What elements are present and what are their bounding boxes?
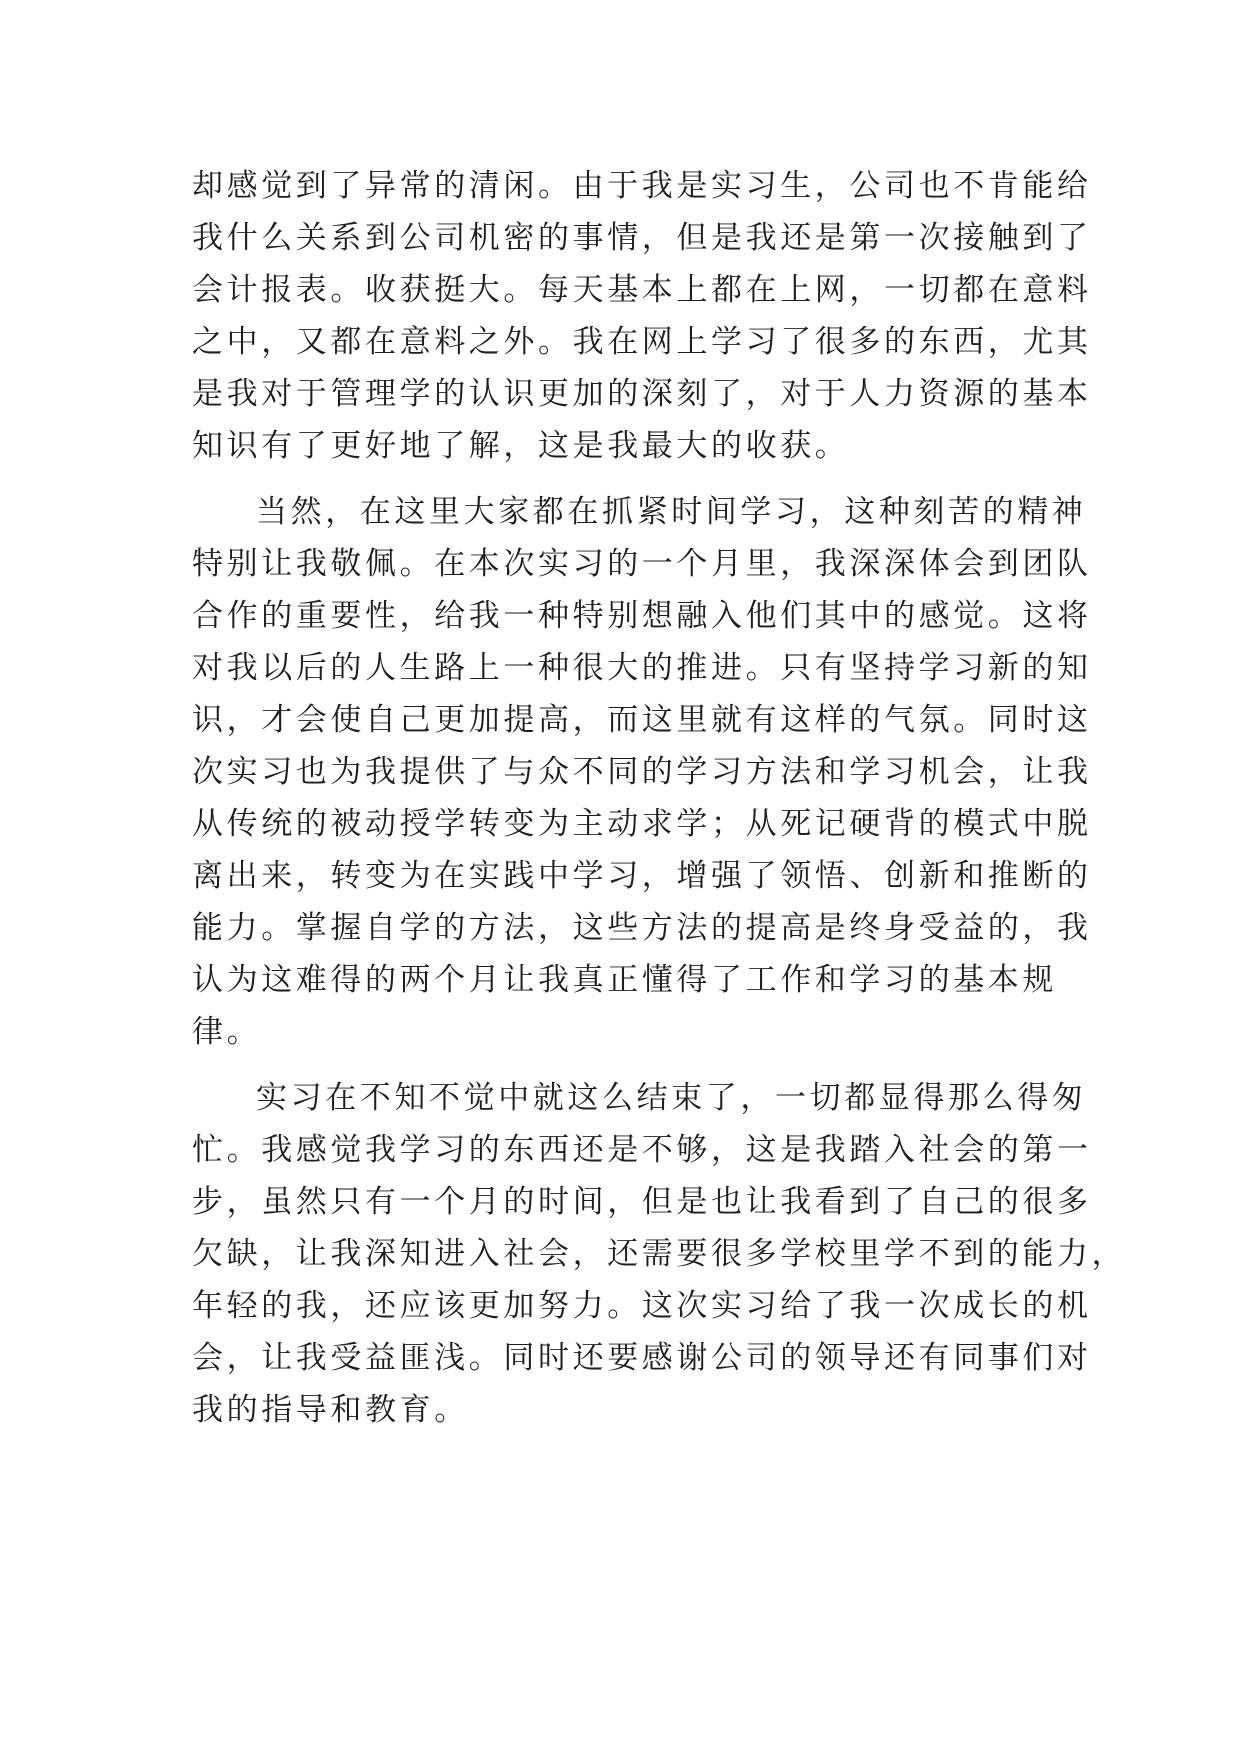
text-line: 我什么关系到公司机密的事情，但是我还是第一次接触到了 (192, 220, 1092, 256)
text-line: 对我以后的人生路上一种很大的推进。只有坚持学习新的知 (192, 650, 1092, 686)
paragraph-3 (192, 1072, 1127, 1436)
text-line: 次实习也为我提供了与众不同的学习方法和学习机会，让我 (192, 754, 1092, 790)
body-text (192, 160, 1127, 1450)
text-line: 当然，在这里大家都在抓紧时间学习，这种刻苦的精神 (256, 494, 1087, 530)
text-line: 特别让我敬佩。在本次实习的一个月里，我深深体会到团队 (192, 546, 1092, 582)
text-line: 能力。掌握自学的方法，这些方法的提高是终身受益的，我 (192, 910, 1092, 946)
text-line: 从传统的被动授学转变为主动求学；从死记硬背的模式中脱 (192, 806, 1092, 842)
text-line: 年轻的我，还应该更加努力。这次实习给了我一次成长的机 (192, 1288, 1092, 1324)
text-line: 实习在不知不觉中就这么结束了，一切都显得那么得匆 (256, 1080, 1087, 1116)
text-line: 却感觉到了异常的清闲。由于我是实习生，公司也不肯能给 (192, 168, 1092, 204)
text-line: 离出来，转变为在实践中学习，增强了领悟、创新和推断的 (192, 858, 1092, 894)
text-line: 步，虽然只有一个月的时间，但是也让我看到了自己的很多 (192, 1184, 1092, 1220)
text-line: 我的指导和教育。 (192, 1392, 469, 1428)
text-line: 知识有了更好地了解，这是我最大的收获。 (192, 428, 850, 464)
text-line: 忙。我感觉我学习的东西还是不够，这是我踏入社会的第一 (192, 1132, 1092, 1168)
text-line: 会，让我受益匪浅。同时还要感谢公司的领导还有同事们对 (192, 1340, 1092, 1376)
text-line: 是我对于管理学的认识更加的深刻了，对于人力资源的基本 (192, 376, 1092, 412)
text-line: 合作的重要性，给我一种特别想融入他们其中的感觉。这将 (192, 598, 1092, 634)
text-line: 欠缺，让我深知进入社会，还需要很多学校里学不到的能力， (192, 1236, 1127, 1272)
text-line: 认为这难得的两个月让我真正懂得了工作和学习的基本规 (192, 962, 1057, 998)
text-line: 会计报表。收获挺大。每天基本上都在上网，一切都在意料 (192, 272, 1092, 308)
paragraph-1 (192, 160, 1092, 472)
text-line: 之中，又都在意料之外。我在网上学习了很多的东西，尤其 (192, 324, 1092, 360)
text-line: 识，才会使自己更加提高，而这里就有这样的气氛。同时这 (192, 702, 1092, 738)
paragraph-2 (192, 486, 1092, 1058)
text-line: 律。 (192, 1014, 262, 1050)
